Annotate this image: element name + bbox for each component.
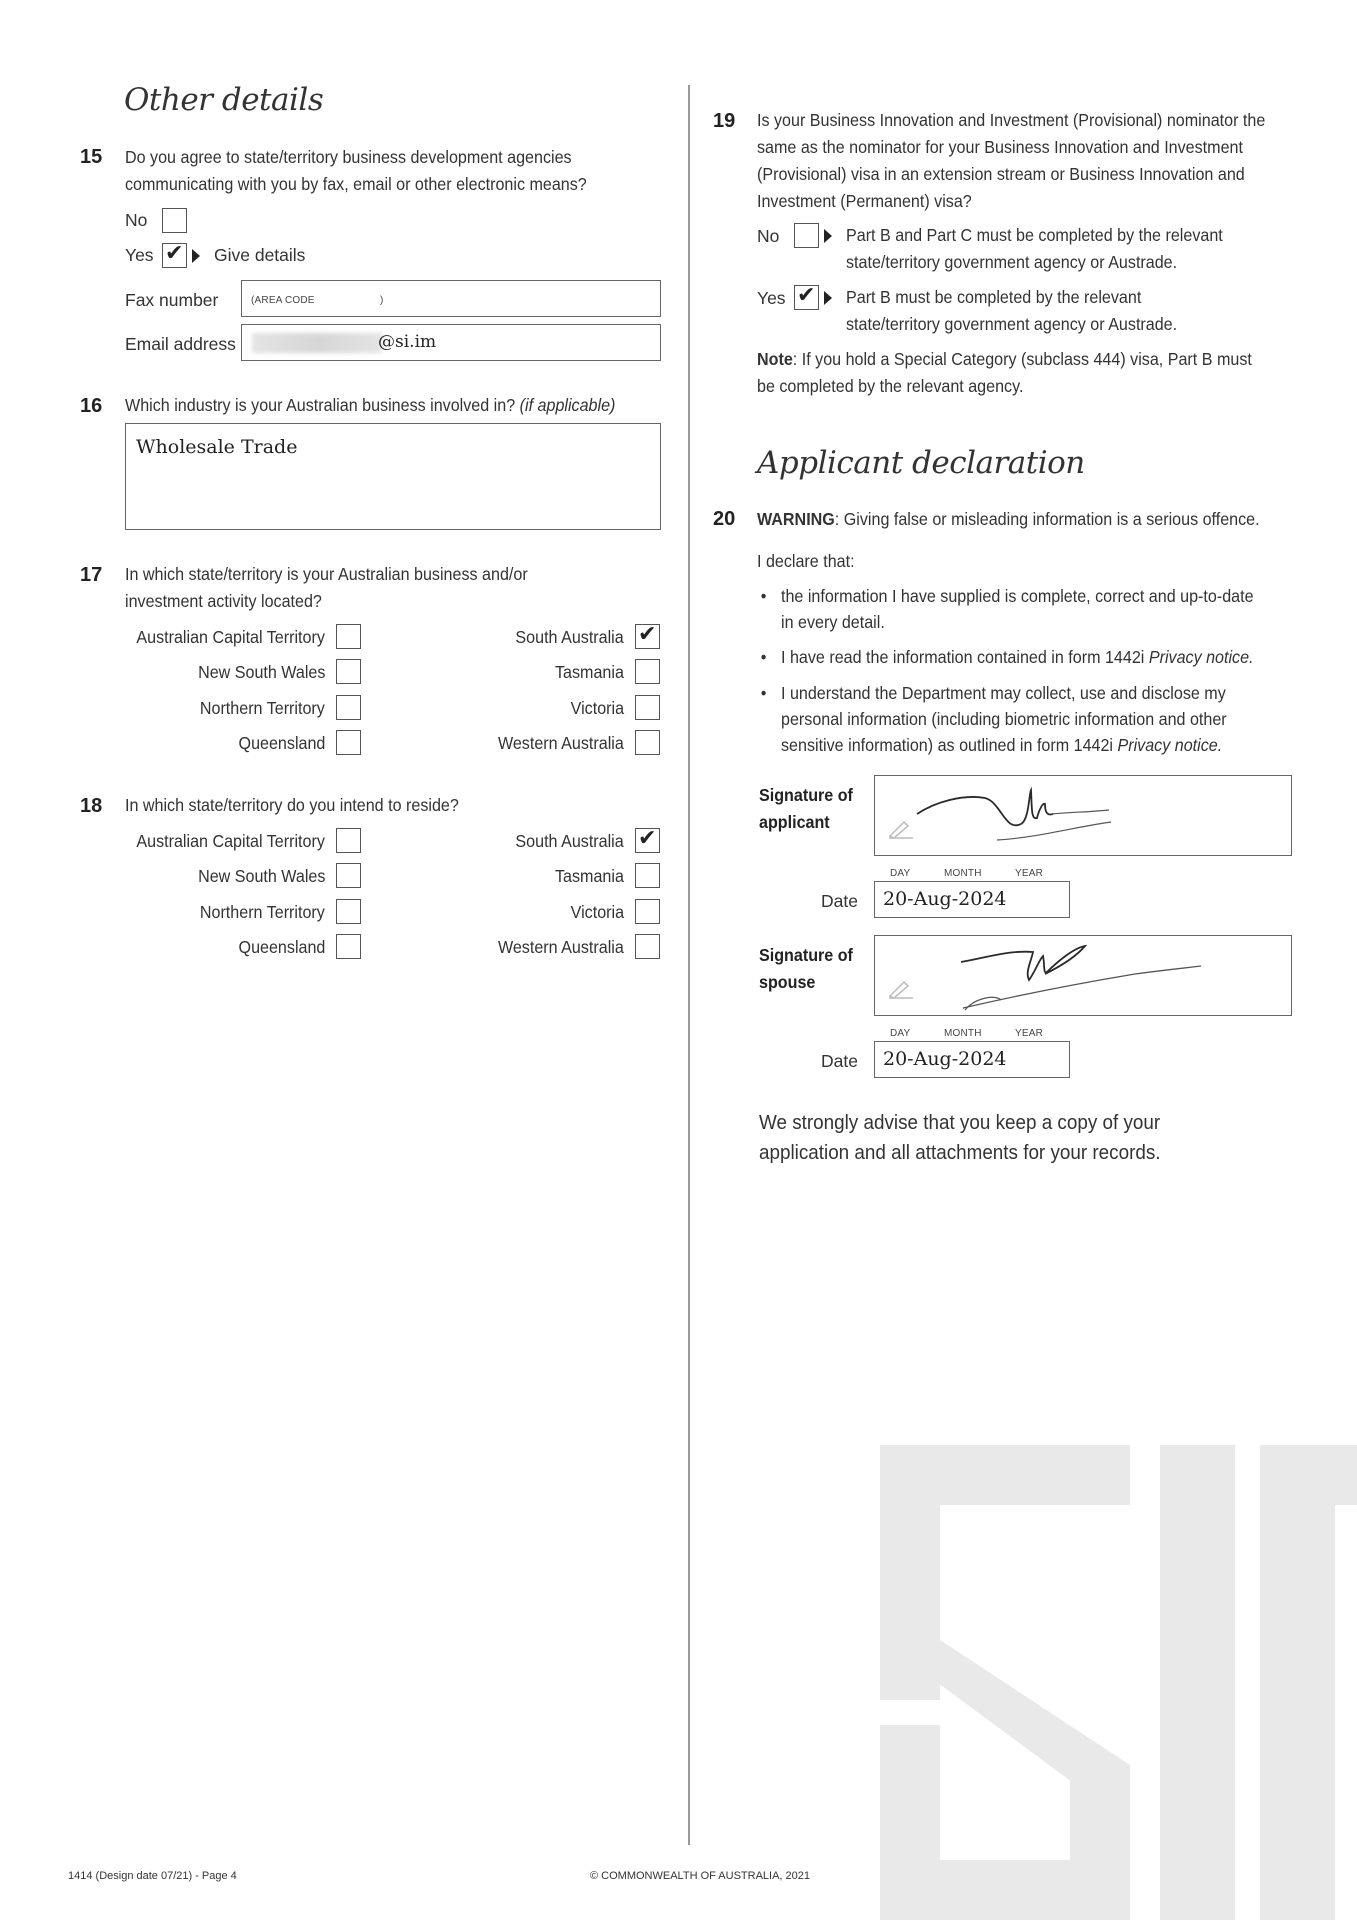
- bullet-2-italic: Privacy notice.: [1148, 647, 1254, 667]
- question-16-text: [125, 392, 640, 419]
- q17-act-label: Australian Capital Territory: [136, 627, 325, 647]
- q18-wa-checkbox[interactable]: [635, 934, 660, 959]
- q18-nt-label: Northern Territory: [200, 902, 325, 922]
- q20-warning-text: : Giving false or misleading information is a serious offence.: [834, 509, 1260, 529]
- q18-tas-checkbox[interactable]: [635, 863, 660, 888]
- applicant-date-month-hint: MONTH: [944, 868, 982, 879]
- signature-spouse-label: [759, 942, 853, 996]
- q18-sa-checkbox[interactable]: [635, 828, 660, 853]
- pen-icon: [887, 978, 915, 1000]
- q18-qld-label: Queensland: [238, 937, 325, 957]
- q15-yes-label: Yes: [125, 245, 154, 265]
- q17-wa-label: Western Australia: [498, 733, 624, 753]
- question-17-text: In which state/territory is your Australian business and/or investment activity located?: [125, 564, 528, 611]
- q18-wa-label: Western Australia: [498, 937, 624, 957]
- q17-nsw-label: New South Wales: [197, 662, 325, 682]
- column-divider: [688, 85, 690, 1845]
- question-19-text: Is your Business Innovation and Investment (Provisional) nominator the same as the nominator for your Business Innovation and Investment (Provisional) visa in an extension stream or Business Innovation and Investment (Permanent) visa?: [757, 110, 1266, 211]
- question-number-18: 18: [80, 795, 103, 817]
- signature-applicant-label-line1: Signature of: [759, 785, 853, 805]
- industry-value: Wholesale Trade: [136, 436, 298, 458]
- q20-warning: [757, 506, 1291, 533]
- q18-act-label: Australian Capital Territory: [136, 831, 325, 851]
- q19-note-text: : If you hold a Special Category (subclass 444) visa, Part B must be completed by the relevant agency.: [757, 349, 1252, 396]
- q15-no-checkbox[interactable]: [162, 208, 187, 233]
- question-18-text: In which state/territory do you intend to reside?: [125, 795, 459, 815]
- q19-yes-label: Yes: [757, 288, 786, 308]
- email-value: @si.im: [378, 332, 437, 352]
- spouse-signature-box[interactable]: [874, 935, 1292, 1016]
- spouse-date-field[interactable]: [874, 1041, 1070, 1078]
- q17-nt-label: Northern Territory: [200, 698, 325, 718]
- q19-no-text: Part B and Part C must be completed by the relevant state/territory government agency or Austrade.: [846, 225, 1223, 272]
- q18-tas-label: Tasmania: [555, 866, 624, 886]
- applicant-date-year-hint: YEAR: [1015, 868, 1044, 879]
- watermark-logo: [880, 1445, 1357, 1920]
- signature-spouse-label-line2: spouse: [759, 972, 816, 992]
- q20-declare: I declare that:: [757, 551, 855, 571]
- q18-qld-checkbox[interactable]: [336, 934, 361, 959]
- section-title-other-details: Other details: [124, 82, 324, 118]
- applicant-date-field[interactable]: [874, 881, 1070, 918]
- q17-qld-label: Queensland: [238, 733, 325, 753]
- arrow-right-icon: [824, 291, 832, 305]
- q18-vic-checkbox[interactable]: [635, 899, 660, 924]
- question-16-hint: (if applicable): [519, 395, 616, 415]
- q15-yes-checkbox[interactable]: [162, 243, 187, 268]
- q19-yes-checkbox[interactable]: [794, 285, 819, 310]
- question-16-main: Which industry is your Australian business involved in?: [125, 395, 516, 415]
- spouse-date-value: 20-Aug-2024: [883, 1048, 1007, 1070]
- fax-number-field[interactable]: [241, 280, 661, 317]
- q18-vic-label: Victoria: [570, 902, 624, 922]
- email-address-field[interactable]: [241, 324, 661, 361]
- q17-act-checkbox[interactable]: [336, 624, 361, 649]
- q20-warning-bold: WARNING: [757, 509, 835, 529]
- q19-no-checkbox[interactable]: [794, 223, 819, 248]
- q19-no-label: No: [757, 226, 780, 246]
- q18-nsw-checkbox[interactable]: [336, 863, 361, 888]
- fax-area-code-paren: ): [380, 295, 384, 306]
- spouse-date-year-hint: YEAR: [1015, 1028, 1044, 1039]
- question-number-17: 17: [80, 564, 103, 586]
- checkmark-icon: ✔: [638, 826, 657, 851]
- checkmark-icon: ✔: [638, 622, 657, 647]
- spouse-date-day-hint: DAY: [890, 1028, 911, 1039]
- question-15-text: Do you agree to state/territory business development agencies communicating with you by fax, email or other electronic means?: [125, 147, 587, 194]
- applicant-date-label: Date: [821, 891, 858, 911]
- q19-yes-text: Part B must be completed by the relevant state/territory government agency or Austrade.: [846, 287, 1178, 334]
- q17-tas-checkbox[interactable]: [635, 659, 660, 684]
- declaration-bullet-1: • the information I have supplied is complete, correct and up-to-date in every detail.: [781, 583, 1259, 635]
- redacted-email-blur: [252, 333, 382, 353]
- signature-applicant-label: [759, 782, 853, 836]
- q19-note: [757, 346, 1258, 400]
- email-address-label: Email address: [125, 334, 236, 354]
- checkmark-icon: ✔: [797, 283, 816, 308]
- bullet-3-italic: Privacy notice.: [1117, 735, 1223, 755]
- question-number-20: 20: [713, 508, 736, 530]
- question-number-15: 15: [80, 146, 103, 168]
- applicant-date-day-hint: DAY: [890, 868, 911, 879]
- checkmark-icon: ✔: [165, 241, 184, 266]
- signature-spouse-label-line1: Signature of: [759, 945, 853, 965]
- q18-nsw-label: New South Wales: [197, 866, 325, 886]
- declaration-bullet-2: [781, 644, 1296, 670]
- bullet-3-text: I understand the Department may collect, use and disclose my personal information (including biometric information and other sensitive information) as outlined in form 1442i: [781, 683, 1227, 755]
- arrow-right-icon: [824, 229, 832, 243]
- spouse-signature: [935, 938, 1205, 1012]
- signature-applicant-label-line2: applicant: [759, 812, 830, 832]
- fax-area-code-hint: (AREA CODE: [251, 295, 315, 306]
- q18-act-checkbox[interactable]: [336, 828, 361, 853]
- applicant-signature: [905, 780, 1115, 846]
- section-title-applicant-declaration: Applicant declaration: [757, 445, 1085, 481]
- q17-sa-label: South Australia: [515, 627, 624, 647]
- question-number-16: 16: [80, 395, 103, 417]
- q17-vic-checkbox[interactable]: [635, 695, 660, 720]
- applicant-signature-box[interactable]: [874, 775, 1292, 856]
- declaration-bullet-3: [781, 680, 1259, 758]
- q17-nsw-checkbox[interactable]: [336, 659, 361, 684]
- q17-qld-checkbox[interactable]: [336, 730, 361, 755]
- fax-number-label: Fax number: [125, 290, 219, 310]
- arrow-right-icon: [192, 249, 200, 263]
- bullet-2-text: I have read the information contained in form 1442i: [781, 647, 1149, 667]
- q17-tas-label: Tasmania: [555, 662, 624, 682]
- spouse-date-month-hint: MONTH: [944, 1028, 982, 1039]
- q17-sa-checkbox[interactable]: [635, 624, 660, 649]
- q15-no-label: No: [125, 210, 148, 230]
- footer-form-id: 1414 (Design date 07/21) - Page 4: [68, 1870, 237, 1882]
- applicant-date-value: 20-Aug-2024: [883, 888, 1007, 910]
- spouse-date-label: Date: [821, 1051, 858, 1071]
- q17-wa-checkbox[interactable]: [635, 730, 660, 755]
- industry-field[interactable]: [125, 423, 661, 530]
- q18-nt-checkbox[interactable]: [336, 899, 361, 924]
- q17-vic-label: Victoria: [570, 698, 624, 718]
- q17-nt-checkbox[interactable]: [336, 695, 361, 720]
- q15-give-details: Give details: [214, 245, 306, 265]
- q19-note-bold: Note: [757, 349, 793, 369]
- footer-copyright: © COMMONWEALTH OF AUSTRALIA, 2021: [590, 1870, 810, 1882]
- records-advice: We strongly advise that you keep a copy of your application and all attachments for your records.: [759, 1111, 1161, 1164]
- question-number-19: 19: [713, 110, 736, 132]
- q18-sa-label: South Australia: [515, 831, 624, 851]
